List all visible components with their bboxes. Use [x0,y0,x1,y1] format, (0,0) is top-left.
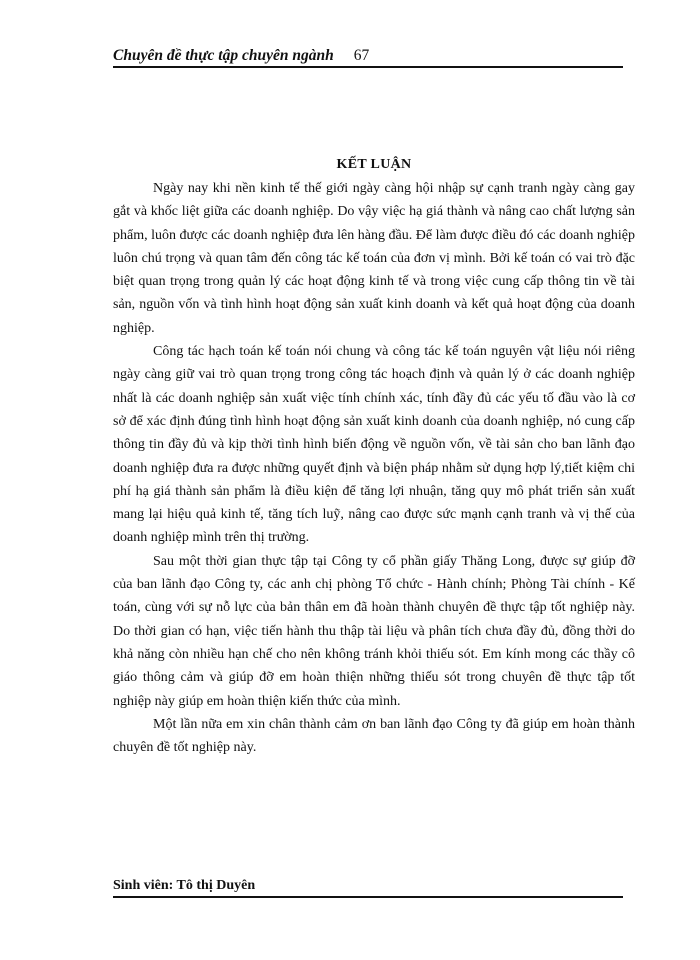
paragraph-intro: Ngày nay khi nền kinh tế thế giới ngày càng hội nhập sự cạnh tranh ngày càng gay gắt và khốc liệt giữa các doanh nghiệp. Do vậy việc hạ giá thành và nâng cao chất lượng sản phẩm, luôn được các doanh nghiệp đưa lên hàng đầu. Để làm được điều đó các doanh nghiệp luôn chú trọng và quan tâm đến công tác kế toán của đơn vị mình. Bởi kế toán có vai trò đặc biệt quan trọng trong quản lý các hoạt động kinh tế và trong việc cung cấp thông tin về tài sản, nguồn vốn và tình hình hoạt động sản xuất kinh doanh và kết quả hoạt động của doanh nghiệp. [113,181,635,336]
paragraph-thanks: Một lần nữa em xin chân thành cảm ơn ban lãnh đạo Công ty đã giúp em hoàn thành chuyên đề tốt nghiệp này. [113,716,635,756]
section-heading: KẾT LUẬN [336,157,412,172]
page-footer [113,874,623,898]
paragraph-accounting-role: Công tác hạch toán kế toán nói chung và công tác kế toán nguyên vật liệu nói riêng ngày càng giữ vai trò quan trọng trong công tác hoạch định và quản lý ở các doanh nghiệp nhất là các doanh nghiệp sản xuất việc tính chính xác, tính đầy đủ các yếu tố đầu vào là cơ sở để xác định đúng tình hình hoạt động sản xuất kinh doanh của doanh nghiệp, nó cung cấp thông tin đầy đủ và kịp thời tình hình biến động về nguồn vốn, về tài sản cho ban lãnh đạo doanh nghiệp đưa ra được những quyết định và biện pháp nhằm sử dụng hợp lý,tiết kiệm chi phí hạ giá thành sản phẩm là điều kiện để tăng lợi nhuận, tăng quy mô phát triển sản xuất mang lại hiệu quả kinh tế, tăng tích luỹ, nâng cao được sức mạnh cạnh tranh và vị thế của doanh nghiệp mình trên thị trường. [113,344,635,546]
page-header [113,42,623,68]
paragraph-internship: Sau một thời gian thực tập tại Công ty cổ phần giấy Thăng Long, được sự giúp đỡ của ban lãnh đạo Công ty, các anh chị phòng Tổ chức - Hành chính; Phòng Tài chính - Kế toán, cùng với sự nỗ lực của bản thân em đã hoàn thành chuyên đề thực tập tốt nghiệp này. Do thời gian có hạn, việc tiến hành thu thập tài liệu và phân tích chưa đầy đủ, đồng thời do khả năng còn nhiều hạn chế cho nên không tránh khỏi thiếu sót. Em kính mong các thầy cô giáo thông cảm và giúp đỡ em hoàn thiện những thiếu sót trong chuyên đề thực tập tốt nghiệp này giúp em hoàn thiện kiến thức của mình. [113,553,635,709]
author-name: Sinh viên: Tô thị Duyên [113,878,256,893]
page-number: 67 [353,47,370,64]
header-title: Chuyên đề thực tập chuyên ngành [113,47,334,64]
main-content [113,153,635,759]
